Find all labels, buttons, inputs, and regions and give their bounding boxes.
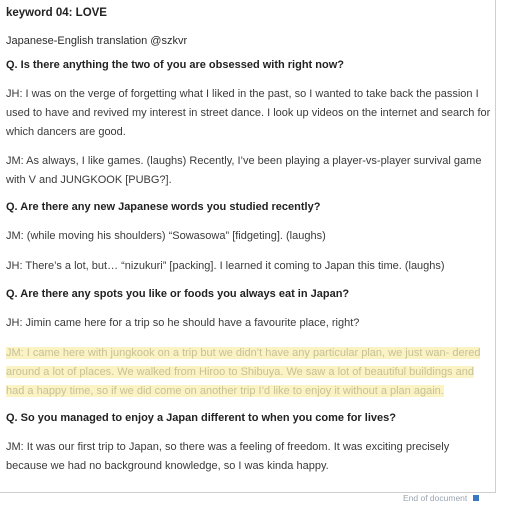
answer-jm-trip-highlighted bbox=[6, 344, 491, 401]
question-spots-foods: Q. Are there any spots you like or foods you always eat in Japan? bbox=[6, 288, 350, 300]
question-japan-different: Q. So you managed to enjoy a Japan different to when you come for lives? bbox=[6, 412, 396, 424]
question-japanese-words: Q. Are there any new Japanese words you studied recently? bbox=[6, 201, 321, 213]
translation-credit: Japanese-English translation @szkvr bbox=[6, 35, 188, 47]
end-of-document bbox=[403, 492, 479, 504]
answer-jh-favourite-place: JH: Jimin came here for a trip so he should have a favourite place, right? bbox=[6, 317, 360, 329]
answer-jm-sowasowa: JM: (while moving his shoulders) “Sowasowa” [fidgeting]. (laughs) bbox=[6, 230, 326, 242]
document-body bbox=[6, 6, 491, 486]
keyword-heading: keyword 04: LOVE bbox=[6, 7, 107, 19]
answer-jm-games: JM: As always, I like games. (laughs) Recently, I’ve been playing a player-vs-player survival game with V and JUNGKOOK [PUBG?]. bbox=[6, 155, 482, 186]
question-obsessed: Q. Is there anything the two of you are obsessed with right now? bbox=[6, 59, 344, 71]
footer-label: End of document bbox=[403, 493, 468, 503]
highlighted-text: JM: I came here with jungkook on a trip but we didn’t have any particular plan, we just wan- dered around a lot of places. We walked from Hiroo to Shibuya. We saw a lot of beautiful buildings and had a happy time, so if we did come on another trip I’d like to enjoy it without a plan again. bbox=[6, 347, 481, 397]
answer-jh-nizukuri: JH: There’s a lot, but… “nizukuri” [packing]. I learned it coming to Japan this time. (laughs) bbox=[6, 260, 445, 272]
answer-jh-street-dance: JH: I was on the verge of forgetting what I liked in the past, so I wanted to take back the passion I used to have and revived my interest in street dance. I look up videos on the internet and search for which dancers are good. bbox=[6, 88, 491, 138]
answer-jm-first-trip: JM: It was our first trip to Japan, so there was a feeling of freedom. It was exciting precisely because we had no background knowledge, so I was kinda happy. bbox=[6, 441, 450, 472]
end-square-icon bbox=[473, 495, 479, 501]
